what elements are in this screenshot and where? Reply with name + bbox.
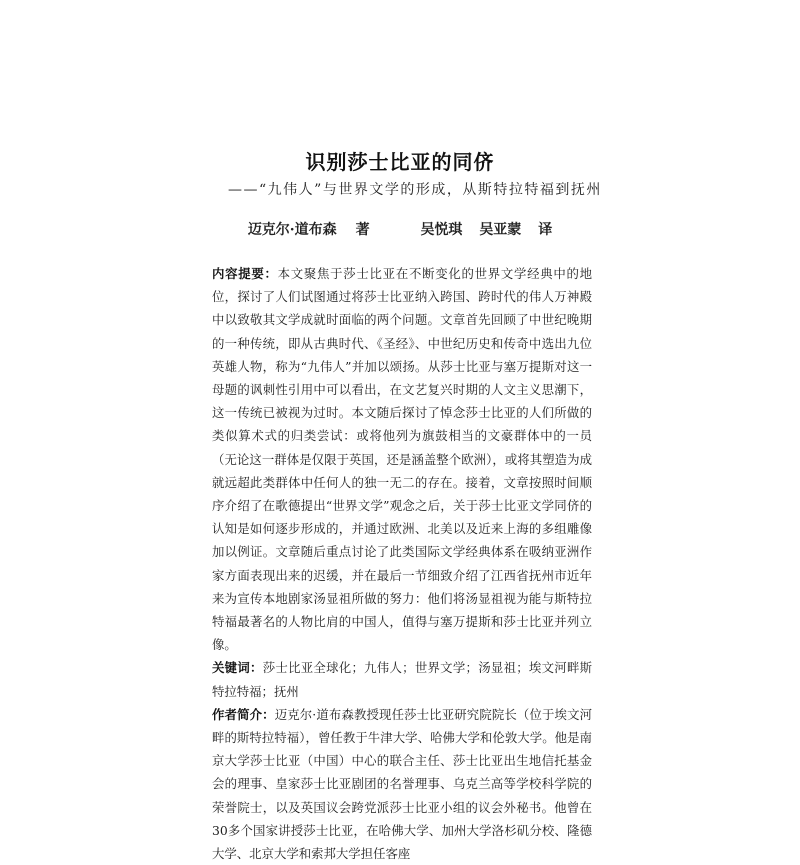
article-title: 识别莎士比亚的同侪 bbox=[305, 150, 495, 174]
keywords-label: 关键词： bbox=[212, 660, 263, 676]
article-subtitle: ——“九伟人”与世界文学的形成，从斯特拉特福到抚州 bbox=[228, 182, 602, 198]
keywords-paragraph bbox=[212, 656, 592, 702]
article-front-matter bbox=[212, 262, 592, 865]
abstract-paragraph bbox=[212, 262, 592, 656]
author-bio-label: 作者简介： bbox=[212, 706, 275, 722]
author-name: 迈克尔·道布森 bbox=[247, 222, 337, 238]
abstract-text: 本文聚焦于莎士比亚在不断变化的世界文学经典中的地位，探讨了人们试图通过将莎士比亚纳入跨国、跨时代的伟人万神殿中以致敬其文学成就时面临的两个问题。文章首先回顾了中世纪晚期的一种传统，即从古典时代、《圣经》、中世纪历史和传奇中选出九位英雄人物，称为“九伟人”并加以颂扬。从莎士比亚与塞万提斯对这一母题的讽刺性引用中可以看出，在文艺复兴时期的人文主义思潮下，这一传统已被视为过时。本文随后探讨了悼念莎士比亚的人们所做的类似算术式的归类尝试：或将他列为旗鼓相当的文豪群体中的一员（无论这一群体是仅限于英国，还是涵盖整个欧洲），或将其塑造为成就远超此类群体中任何人的独一无二的存在。接着，文章按照时间顺序介绍了在歌德提出“世界文学”观念之后，关于莎士比亚文学同侪的认知是如何逐步形成的，并通过欧洲、北美以及近来上海的多组雕像加以例证。文章随后重点讨论了此类国际文学经典体系在吸纳亚洲作家方面表现出来的迟缓，并在最后一节细致介绍了江西省抚州市近年来为宣传本地剧家汤显祖所做的努力：他们将汤显祖视为能与斯特拉特福最著名的人物比肩的中国人，值得与塞万提斯和莎士比亚并列立像。 bbox=[212, 266, 593, 653]
abstract-label: 内容提要： bbox=[212, 266, 278, 281]
author-role: 著 bbox=[355, 222, 370, 238]
author-bio-paragraph bbox=[212, 703, 592, 865]
author-line bbox=[0, 219, 800, 239]
translator-name: 吴亚蒙 bbox=[479, 222, 522, 238]
translator-name: 吴悦琪 bbox=[420, 222, 463, 238]
author-bio-text: 迈克尔·道布森教授现任莎士比亚研究院院长（位于埃文河畔的斯特拉特福），曾任教于牛津大学、哈佛大学和伦敦大学。他是南京大学莎士比亚（中国）中心的联合主任、莎士比亚出生地信托基金会的理事、皇家莎士比亚剧团的名誉理事、乌克兰高等学校科学院的荣誉院士，以及英国议会跨党派莎士比亚小组的议会外秘书。他曾在30多个国家讲授莎士比亚，在哈佛大学、加州大学洛杉矶分校、隆德大学、北京大学和索邦大学担任客座 bbox=[212, 706, 592, 862]
translator-role: 译 bbox=[538, 222, 553, 238]
keywords-text: 莎士比亚全球化；九伟人；世界文学；汤显祖；埃文河畔斯特拉特福；抚州 bbox=[212, 660, 593, 699]
